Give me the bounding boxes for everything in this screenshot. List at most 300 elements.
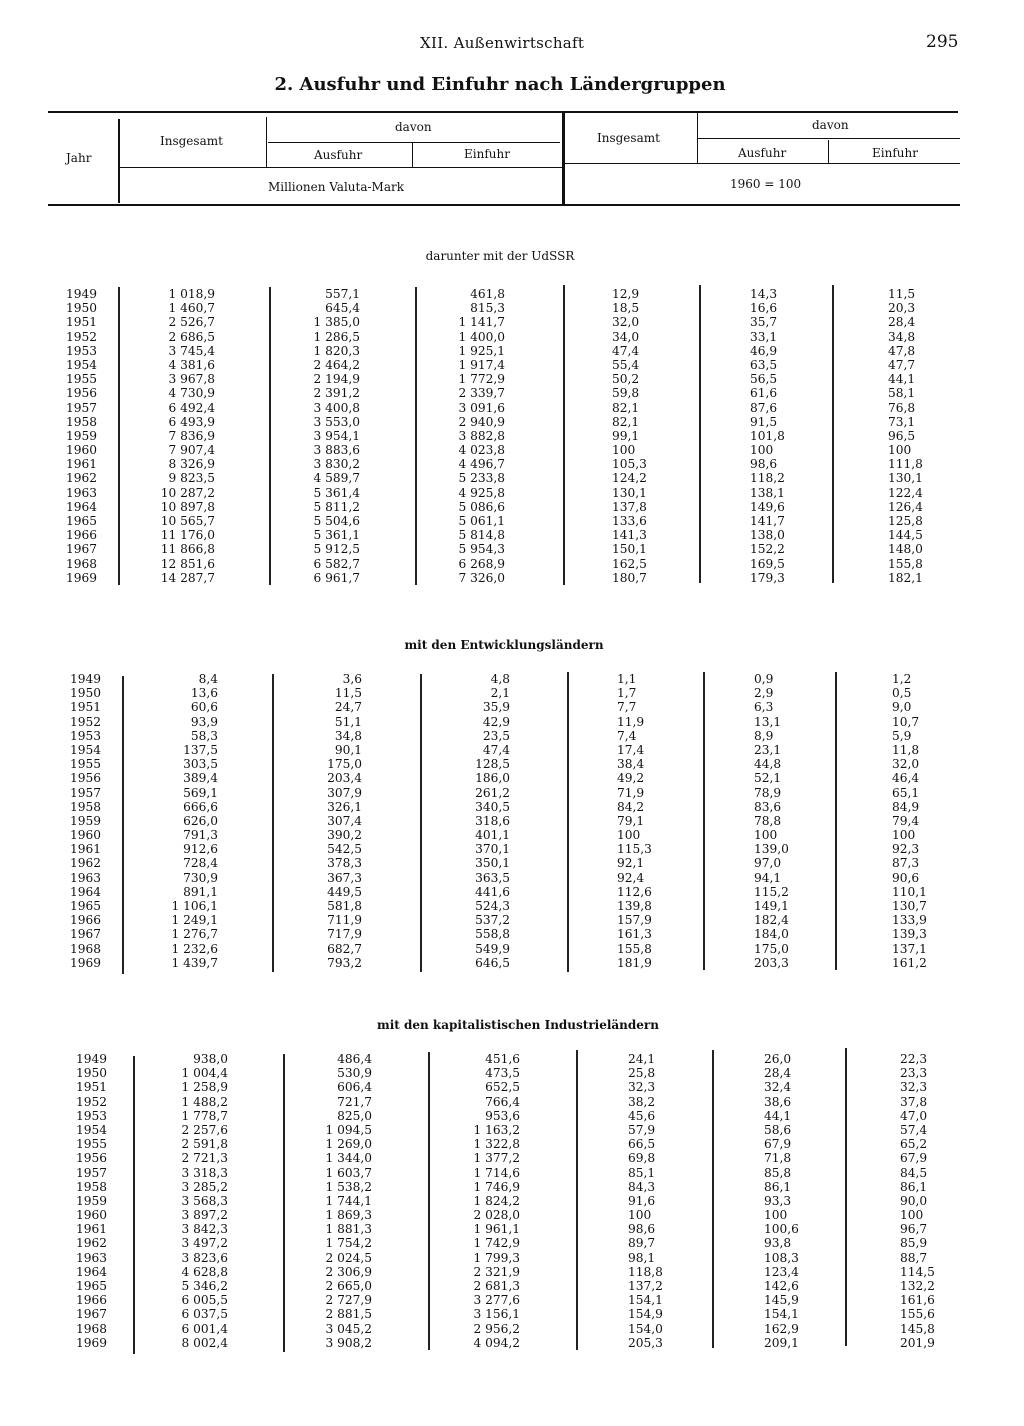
cell-insgesamt: 938,0 (193, 1052, 228, 1066)
cell-year: 1956 (66, 386, 98, 401)
cell-insgesamt: 1 018,9 (168, 287, 215, 301)
table-row (0, 885, 1000, 899)
cell-year: 1968 (76, 1321, 108, 1336)
header-rule-right-davon (698, 138, 960, 139)
header-bottom-rule (48, 204, 960, 206)
cell-index-insgesamt: 38,4 (617, 757, 645, 772)
cell-index-einfuhr: 20,3 (888, 301, 916, 316)
cell-insgesamt: 6 001,4 (181, 1321, 228, 1336)
cell-index-insgesamt: 50,2 (612, 372, 640, 387)
cell-index-insgesamt: 157,9 (617, 913, 652, 928)
cell-year: 1964 (70, 884, 102, 899)
cell-ausfuhr: 645,4 (325, 301, 360, 316)
cell-index-insgesamt: 99,1 (612, 428, 640, 443)
cell-year: 1956 (70, 771, 102, 786)
cell-index-einfuhr: 161,6 (900, 1293, 935, 1308)
cell-index-ausfuhr: 100,6 (764, 1222, 799, 1237)
table-row (0, 528, 1000, 542)
cell-index-einfuhr: 100 (892, 828, 916, 843)
cell-ausfuhr: 1 344,0 (325, 1151, 372, 1166)
cell-index-ausfuhr: 203,3 (754, 955, 789, 970)
cell-index-ausfuhr: 138,0 (750, 528, 785, 543)
cell-ausfuhr: 606,4 (337, 1080, 372, 1095)
cell-index-insgesamt: 79,1 (617, 813, 645, 828)
cell-year: 1963 (76, 1250, 108, 1265)
cell-index-einfuhr: 22,3 (900, 1052, 928, 1066)
cell-insgesamt: 1 106,1 (171, 899, 218, 913)
cell-index-ausfuhr: 87,6 (750, 400, 778, 415)
cell-ausfuhr: 5 912,5 (313, 542, 360, 557)
cell-year: 1958 (70, 799, 102, 814)
cell-year: 1968 (70, 941, 102, 956)
cell-insgesamt: 303,5 (183, 757, 218, 772)
cell-index-einfuhr: 11,5 (888, 287, 916, 301)
cell-index-ausfuhr: 138,1 (750, 485, 785, 500)
cell-index-insgesamt: 45,6 (628, 1108, 656, 1123)
cell-insgesamt: 3 285,2 (181, 1179, 228, 1194)
header-jahr: Jahr (66, 151, 92, 165)
header-ausfuhr-left: Ausfuhr (314, 148, 363, 162)
cell-einfuhr: 1 961,1 (473, 1222, 520, 1237)
cell-index-ausfuhr: 23,1 (754, 742, 782, 757)
cell-ausfuhr: 530,9 (337, 1066, 372, 1081)
cell-index-einfuhr: 34,8 (888, 329, 916, 344)
cell-year: 1958 (66, 414, 98, 429)
cell-index-ausfuhr: 182,4 (754, 913, 789, 928)
table-row (0, 471, 1000, 485)
cell-insgesamt: 3 842,3 (181, 1222, 228, 1237)
cell-index-ausfuhr: 152,2 (750, 542, 785, 557)
cell-index-insgesamt: 34,0 (612, 329, 640, 344)
cell-insgesamt: 7 907,4 (168, 443, 215, 458)
cell-einfuhr: 1 746,9 (473, 1179, 520, 1194)
section-rows-udssr (0, 287, 1000, 585)
cell-ausfuhr: 2 881,5 (325, 1307, 372, 1322)
cell-year: 1964 (66, 499, 98, 514)
cell-insgesamt: 93,9 (190, 714, 218, 729)
cell-index-einfuhr: 148,0 (888, 542, 923, 557)
cell-ausfuhr: 3 883,6 (313, 443, 360, 458)
cell-einfuhr: 3 091,6 (458, 400, 505, 415)
table-row (0, 899, 1000, 913)
cell-ausfuhr: 793,2 (327, 955, 362, 970)
cell-ausfuhr: 307,4 (327, 813, 362, 828)
cell-year: 1960 (76, 1208, 108, 1223)
header-davon-right: davon (812, 118, 849, 132)
cell-index-insgesamt: 7,7 (617, 700, 637, 715)
cell-index-ausfuhr: 141,7 (750, 514, 785, 528)
cell-year: 1951 (76, 1080, 108, 1095)
cell-year: 1953 (70, 728, 102, 743)
cell-year: 1953 (66, 343, 98, 358)
cell-einfuhr: 1 141,7 (458, 315, 505, 330)
cell-ausfuhr: 3 045,2 (325, 1321, 372, 1336)
table-row (0, 1322, 1000, 1336)
cell-index-ausfuhr: 100 (764, 1208, 788, 1223)
cell-einfuhr: 549,9 (475, 941, 510, 956)
cell-index-ausfuhr: 142,6 (764, 1279, 799, 1293)
cell-index-einfuhr: 32,3 (900, 1080, 928, 1095)
cell-year: 1960 (70, 828, 102, 843)
table-row (0, 443, 1000, 457)
table-row (0, 814, 1000, 828)
cell-index-einfuhr: 47,0 (900, 1108, 928, 1123)
cell-insgesamt: 1 488,2 (181, 1094, 228, 1109)
cell-index-ausfuhr: 93,3 (764, 1193, 792, 1208)
cell-index-ausfuhr: 26,0 (764, 1052, 792, 1066)
cell-einfuhr: 128,5 (475, 757, 510, 772)
cell-ausfuhr: 24,7 (334, 700, 362, 715)
cell-einfuhr: 953,6 (485, 1108, 520, 1123)
cell-year: 1967 (66, 542, 98, 557)
table-row (0, 1151, 1000, 1165)
cell-einfuhr: 5 061,1 (458, 514, 505, 528)
cell-index-ausfuhr: 98,6 (750, 457, 778, 472)
cell-index-einfuhr: 96,5 (888, 428, 916, 443)
cell-index-einfuhr: 132,2 (900, 1279, 935, 1293)
cell-year: 1963 (70, 870, 102, 885)
cell-insgesamt: 5 346,2 (181, 1279, 228, 1293)
cell-insgesamt: 4 730,9 (168, 386, 215, 401)
cell-einfuhr: 5 233,8 (458, 471, 505, 486)
cell-ausfuhr: 3 400,8 (313, 400, 360, 415)
cell-insgesamt: 13,6 (190, 686, 218, 701)
cell-insgesamt: 14 287,7 (160, 570, 215, 585)
cell-index-insgesamt: 82,1 (612, 400, 640, 415)
cell-index-ausfuhr: 175,0 (754, 941, 789, 956)
cell-ausfuhr: 1 269,0 (325, 1137, 372, 1152)
cell-index-einfuhr: 44,1 (888, 372, 916, 387)
cell-einfuhr: 5 814,8 (458, 528, 505, 543)
table-row (0, 927, 1000, 941)
cell-index-insgesamt: 25,8 (628, 1066, 656, 1081)
cell-index-insgesamt: 91,6 (628, 1193, 656, 1208)
cell-einfuhr: 363,5 (475, 870, 510, 885)
cell-einfuhr: 6 268,9 (458, 556, 505, 571)
cell-index-einfuhr: 86,1 (900, 1179, 928, 1194)
cell-year: 1954 (70, 742, 102, 757)
cell-index-einfuhr: 28,4 (888, 315, 916, 330)
cell-year: 1955 (70, 757, 102, 772)
cell-index-insgesamt: 59,8 (612, 386, 640, 401)
cell-index-einfuhr: 65,2 (900, 1137, 928, 1152)
cell-insgesamt: 11 866,8 (160, 542, 215, 557)
header-insgesamt-left: Insgesamt (160, 134, 223, 148)
cell-ausfuhr: 3 830,2 (313, 457, 360, 472)
cell-einfuhr: 186,0 (475, 771, 510, 786)
cell-index-ausfuhr: 149,6 (750, 499, 785, 514)
cell-einfuhr: 1 917,4 (458, 357, 505, 372)
cell-index-einfuhr: 76,8 (888, 400, 916, 415)
cell-index-ausfuhr: 115,2 (754, 884, 789, 899)
cell-index-insgesamt: 7,4 (617, 728, 637, 743)
cell-insgesamt: 791,3 (183, 828, 218, 843)
cell-index-insgesamt: 141,3 (612, 528, 647, 543)
cell-einfuhr: 646,5 (475, 955, 510, 970)
cell-ausfuhr: 1 754,2 (325, 1236, 372, 1251)
cell-index-insgesamt: 32,3 (628, 1080, 656, 1095)
table-row (0, 1251, 1000, 1265)
cell-index-insgesamt: 82,1 (612, 414, 640, 429)
cell-index-insgesamt: 85,1 (628, 1165, 656, 1180)
cell-ausfuhr: 2 194,9 (313, 372, 360, 387)
table-row (0, 1336, 1000, 1350)
cell-year: 1961 (70, 842, 102, 857)
cell-ausfuhr: 3 954,1 (313, 428, 360, 443)
cell-index-ausfuhr: 139,0 (754, 842, 789, 857)
cell-index-einfuhr: 47,8 (888, 343, 916, 358)
cell-index-einfuhr: 100 (888, 443, 912, 458)
cell-ausfuhr: 1 820,3 (313, 343, 360, 358)
cell-einfuhr: 2 681,3 (473, 1279, 520, 1293)
cell-year: 1959 (66, 428, 98, 443)
cell-index-ausfuhr: 154,1 (764, 1307, 799, 1322)
cell-insgesamt: 3 745,4 (168, 343, 215, 358)
cell-year: 1951 (66, 315, 98, 330)
table-title: 2. Ausfuhr und Einfuhr nach Ländergruppen (274, 74, 726, 95)
cell-einfuhr: 5 954,3 (458, 542, 505, 557)
cell-year: 1950 (76, 1066, 108, 1081)
cell-insgesamt: 3 497,2 (181, 1236, 228, 1251)
cell-index-einfuhr: 73,1 (888, 414, 916, 429)
cell-index-einfuhr: 130,7 (892, 899, 927, 913)
cell-index-insgesamt: 17,4 (617, 742, 645, 757)
table-row (0, 828, 1000, 842)
cell-index-insgesamt: 205,3 (628, 1335, 663, 1350)
cell-index-insgesamt: 112,6 (617, 884, 652, 899)
cell-insgesamt: 666,6 (183, 799, 218, 814)
cell-ausfuhr: 557,1 (325, 287, 360, 301)
cell-index-ausfuhr: 33,1 (750, 329, 778, 344)
cell-ausfuhr: 711,9 (327, 913, 362, 928)
cell-index-ausfuhr: 78,8 (754, 813, 782, 828)
cell-index-ausfuhr: 149,1 (754, 899, 789, 913)
cell-ausfuhr: 390,2 (327, 828, 362, 843)
cell-insgesamt: 728,4 (183, 856, 218, 871)
cell-insgesamt: 891,1 (183, 884, 218, 899)
cell-index-insgesamt: 49,2 (617, 771, 645, 786)
cell-year: 1952 (76, 1094, 108, 1109)
cell-ausfuhr: 581,8 (327, 899, 362, 913)
cell-index-insgesamt: 137,8 (612, 499, 647, 514)
chapter-heading: XII. Außenwirtschaft (420, 34, 585, 52)
section-title-udssr: darunter mit der UdSSR (425, 249, 575, 263)
cell-index-insgesamt: 105,3 (612, 457, 647, 472)
cell-index-insgesamt: 1,7 (617, 686, 637, 701)
cell-einfuhr: 4 094,2 (473, 1335, 520, 1350)
table-row (0, 372, 1000, 386)
cell-index-einfuhr: 32,0 (892, 757, 920, 772)
cell-einfuhr: 2 956,2 (473, 1321, 520, 1336)
cell-index-ausfuhr: 2,9 (754, 686, 774, 701)
cell-einfuhr: 5 086,6 (458, 499, 505, 514)
cell-insgesamt: 10 287,2 (160, 485, 215, 500)
table-row (0, 1166, 1000, 1180)
table-row (0, 1236, 1000, 1250)
cell-year: 1954 (66, 357, 98, 372)
cell-ausfuhr: 1 603,7 (325, 1165, 372, 1180)
table-row (0, 301, 1000, 315)
table-row (0, 542, 1000, 556)
cell-ausfuhr: 1 744,1 (325, 1193, 372, 1208)
cell-index-insgesamt: 47,4 (612, 343, 640, 358)
cell-year: 1949 (66, 287, 98, 301)
cell-year: 1966 (70, 913, 102, 928)
cell-ausfuhr: 5 504,6 (313, 514, 360, 528)
cell-insgesamt: 12 851,6 (160, 556, 215, 571)
cell-year: 1957 (76, 1165, 108, 1180)
cell-insgesamt: 730,9 (183, 870, 218, 885)
cell-einfuhr: 652,5 (485, 1080, 520, 1095)
cell-index-einfuhr: 182,1 (888, 570, 923, 585)
cell-index-einfuhr: 133,9 (892, 913, 927, 928)
cell-index-einfuhr: 47,7 (888, 357, 916, 372)
cell-index-ausfuhr: 91,5 (750, 414, 778, 429)
cell-einfuhr: 766,4 (485, 1094, 520, 1109)
table-row (0, 771, 1000, 785)
cell-index-einfuhr: 9,0 (892, 700, 912, 715)
header-einfuhr-left: Einfuhr (464, 147, 510, 161)
header-divider-year (118, 119, 120, 203)
cell-einfuhr: 1 742,9 (473, 1236, 520, 1251)
cell-insgesamt: 2 721,3 (181, 1151, 228, 1166)
cell-insgesamt: 10 897,8 (160, 499, 215, 514)
cell-index-insgesamt: 181,9 (617, 955, 652, 970)
cell-einfuhr: 461,8 (470, 287, 505, 301)
cell-ausfuhr: 5 361,1 (313, 528, 360, 543)
cell-index-ausfuhr: 16,6 (750, 301, 778, 316)
table-row (0, 1208, 1000, 1222)
table-row (0, 757, 1000, 771)
cell-ausfuhr: 175,0 (327, 757, 362, 772)
cell-year: 1968 (66, 556, 98, 571)
cell-insgesamt: 3 967,8 (168, 372, 215, 387)
cell-insgesamt: 1 232,6 (171, 941, 218, 956)
cell-index-einfuhr: 57,4 (900, 1122, 928, 1137)
cell-year: 1951 (70, 700, 102, 715)
table-row (0, 1180, 1000, 1194)
cell-ausfuhr: 449,5 (327, 884, 362, 899)
header-insgesamt-right: Insgesamt (597, 131, 660, 145)
cell-index-insgesamt: 133,6 (612, 514, 647, 528)
cell-year: 1969 (66, 570, 98, 585)
cell-index-einfuhr: 161,2 (892, 955, 927, 970)
cell-index-ausfuhr: 61,6 (750, 386, 778, 401)
cell-index-ausfuhr: 184,0 (754, 927, 789, 942)
cell-index-ausfuhr: 101,8 (750, 428, 785, 443)
cell-index-ausfuhr: 85,8 (764, 1165, 792, 1180)
cell-index-einfuhr: 85,9 (900, 1236, 928, 1251)
table-row (0, 386, 1000, 400)
cell-insgesamt: 1 276,7 (171, 927, 218, 942)
cell-year: 1950 (70, 686, 102, 701)
cell-index-ausfuhr: 44,8 (754, 757, 782, 772)
cell-index-einfuhr: 92,3 (892, 842, 920, 857)
cell-insgesamt: 1 258,9 (181, 1080, 228, 1095)
cell-index-insgesamt: 84,2 (617, 799, 645, 814)
cell-index-einfuhr: 111,8 (888, 457, 923, 472)
table-row (0, 1095, 1000, 1109)
cell-insgesamt: 58,3 (190, 728, 218, 743)
cell-ausfuhr: 307,9 (327, 785, 362, 800)
table-row (0, 486, 1000, 500)
table-row (0, 700, 1000, 714)
cell-einfuhr: 441,6 (475, 884, 510, 899)
header-unit-index: 1960 = 100 (730, 177, 802, 191)
cell-einfuhr: 1 714,6 (473, 1165, 520, 1180)
cell-year: 1964 (76, 1264, 108, 1279)
cell-index-ausfuhr: 100 (750, 443, 774, 458)
cell-ausfuhr: 1 869,3 (325, 1208, 372, 1223)
cell-einfuhr: 1 799,3 (473, 1250, 520, 1265)
cell-index-einfuhr: 122,4 (888, 485, 923, 500)
cell-index-einfuhr: 96,7 (900, 1222, 928, 1237)
header-rule-left-davon (268, 142, 560, 143)
cell-ausfuhr: 5 811,2 (313, 499, 360, 514)
cell-ausfuhr: 6 582,7 (313, 556, 360, 571)
cell-einfuhr: 4,8 (490, 672, 510, 686)
cell-year: 1959 (70, 813, 102, 828)
cell-einfuhr: 2 940,9 (458, 414, 505, 429)
cell-ausfuhr: 3 553,0 (313, 414, 360, 429)
cell-index-insgesamt: 161,3 (617, 927, 652, 942)
table-row (0, 415, 1000, 429)
cell-index-ausfuhr: 108,3 (764, 1250, 799, 1265)
table-row (0, 401, 1000, 415)
cell-index-ausfuhr: 8,9 (754, 728, 774, 743)
cell-einfuhr: 401,1 (475, 828, 510, 843)
cell-index-insgesamt: 98,1 (628, 1250, 656, 1265)
header-einfuhr-right: Einfuhr (872, 146, 918, 160)
cell-einfuhr: 558,8 (475, 927, 510, 942)
cell-insgesamt: 3 318,3 (181, 1165, 228, 1180)
cell-ausfuhr: 326,1 (327, 799, 362, 814)
table-row (0, 871, 1000, 885)
cell-index-insgesamt: 32,0 (612, 315, 640, 330)
cell-insgesamt: 60,6 (190, 700, 218, 715)
cell-ausfuhr: 5 361,4 (313, 485, 360, 500)
table-row (0, 429, 1000, 443)
cell-insgesamt: 3 897,2 (181, 1208, 228, 1223)
header-davon-left: davon (395, 120, 432, 134)
cell-insgesamt: 4 381,6 (168, 357, 215, 372)
cell-index-ausfuhr: 13,1 (754, 714, 782, 729)
cell-index-insgesamt: 154,0 (628, 1321, 663, 1336)
header-divider-right-sub (828, 140, 829, 163)
cell-index-ausfuhr: 67,9 (764, 1137, 792, 1152)
cell-einfuhr: 2 321,9 (473, 1264, 520, 1279)
table-row (0, 330, 1000, 344)
cell-einfuhr: 815,3 (470, 301, 505, 316)
cell-einfuhr: 3 277,6 (473, 1293, 520, 1308)
cell-einfuhr: 4 496,7 (458, 457, 505, 472)
cell-index-ausfuhr: 94,1 (754, 870, 782, 885)
cell-index-insgesamt: 11,9 (617, 714, 645, 729)
cell-index-einfuhr: 87,3 (892, 856, 920, 871)
header-divider-left-davon (266, 117, 267, 167)
cell-year: 1963 (66, 485, 98, 500)
cell-index-insgesamt: 12,9 (612, 287, 640, 301)
cell-index-einfuhr: 10,7 (892, 714, 920, 729)
cell-einfuhr: 7 326,0 (458, 570, 505, 585)
cell-index-ausfuhr: 6,3 (754, 700, 774, 715)
cell-index-insgesamt: 92,4 (617, 870, 645, 885)
cell-index-einfuhr: 0,5 (892, 686, 912, 701)
cell-index-einfuhr: 100 (900, 1208, 924, 1223)
header-unit-absolute: Millionen Valuta-Mark (268, 180, 405, 194)
cell-index-insgesamt: 55,4 (612, 357, 640, 372)
cell-insgesamt: 137,5 (183, 742, 218, 757)
